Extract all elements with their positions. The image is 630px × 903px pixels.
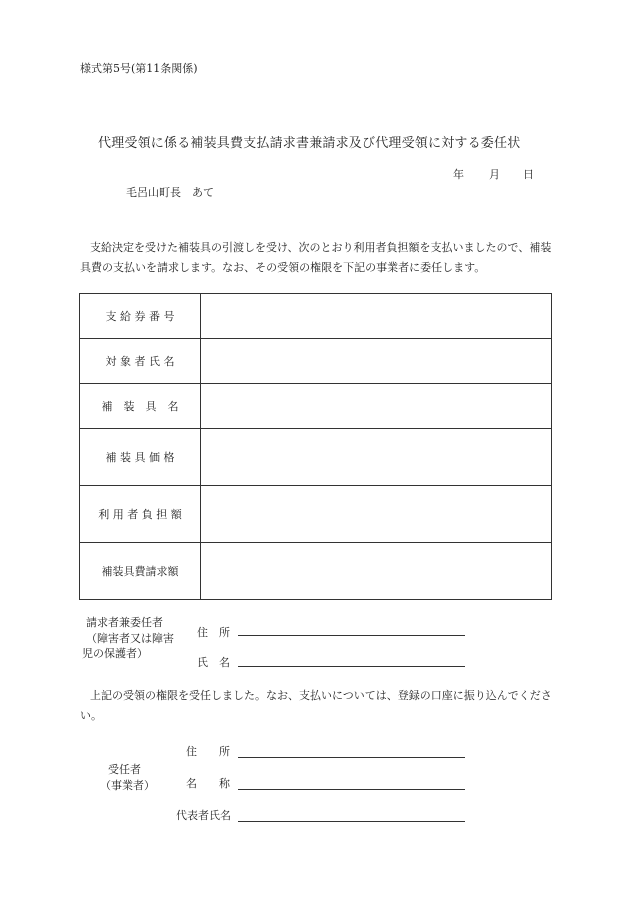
- table-row-label: 対 象 者 氏 名: [80, 339, 201, 384]
- document-title: 代理受領に係る補装具費支払請求書兼請求及び代理受領に対する委任状: [98, 136, 521, 151]
- requester-name-line[interactable]: [238, 666, 465, 667]
- form-number: 様式第5号(第11条関係): [80, 62, 198, 75]
- table-row: [80, 339, 552, 384]
- device-name-field[interactable]: [201, 384, 552, 429]
- date-year-label: 年: [453, 168, 464, 181]
- delegate-address-line[interactable]: [238, 757, 465, 758]
- table-row: [80, 429, 552, 486]
- delegate-company-label: 名 称: [186, 777, 230, 790]
- delegate-rep-label: 代表者氏名: [176, 809, 231, 822]
- table-row: [80, 543, 552, 600]
- table-row-label: 補 装 具 価 格: [80, 429, 201, 486]
- date-month-label: 月: [489, 168, 500, 181]
- delegate-heading: 受任者: [108, 763, 141, 776]
- delegate-address-label: 住 所: [186, 745, 230, 758]
- requester-note-line2: 児の保護者）: [82, 647, 148, 660]
- delegate-rep-line[interactable]: [238, 821, 465, 822]
- claim-table: [79, 293, 552, 600]
- requester-note-line1: （障害者又は障害: [86, 632, 174, 645]
- device-price-field[interactable]: [201, 429, 552, 486]
- table-row-label: 支 給 券 番 号: [80, 294, 201, 339]
- table-row-label: 補 装 具 名: [80, 384, 201, 429]
- recipient-name-field[interactable]: [201, 339, 552, 384]
- requester-name-label: 氏 名: [197, 656, 230, 669]
- table-row-label: 補装具費請求額: [80, 543, 201, 600]
- table-row: [80, 294, 552, 339]
- user-copay-field[interactable]: [201, 486, 552, 543]
- request-paragraph: 支給決定を受けた補装具の引渡しを受け、次のとおり利用者負担額を支払いましたので、補装具費の支払いを請求します。なお、その受領の権限を下記の事業者に委任します。: [80, 241, 552, 274]
- table-row: [80, 384, 552, 429]
- delegate-company-line[interactable]: [238, 789, 465, 790]
- requester-address-line[interactable]: [238, 635, 465, 636]
- voucher-number-field[interactable]: [201, 294, 552, 339]
- requester-address-label: 住 所: [197, 626, 230, 639]
- addressee: 毛呂山町長 あて: [126, 186, 214, 199]
- table-row: [80, 486, 552, 543]
- requester-heading: 請求者兼委任者: [86, 616, 163, 629]
- table-row-label: 利 用 者 負 担 額: [80, 486, 201, 543]
- delegate-note: （事業者）: [100, 779, 155, 792]
- claim-amount-field[interactable]: [201, 543, 552, 600]
- delegation-paragraph: 上記の受領の権限を受任しました。なお、支払いについては、登録の口座に振り込んでください。: [80, 689, 552, 722]
- date-day-label: 日: [523, 168, 534, 181]
